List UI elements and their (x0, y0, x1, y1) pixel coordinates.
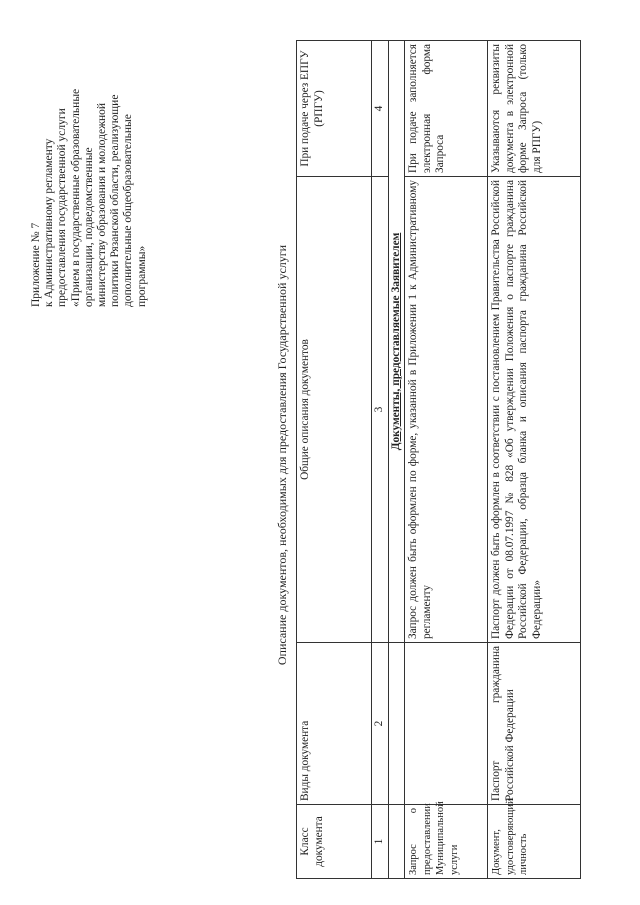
rotated-content (20, 25, 620, 885)
cell-epgu: Указываются реквизиты документа в электронной форме Запроса (только для РПГУ) (488, 41, 581, 177)
cell-kind: Паспорт гражданина Российской Федерации (488, 643, 581, 805)
appendix-header (30, 37, 149, 307)
page-title: Описание документов, необходимых для предоставления Государственной услуги (275, 244, 289, 666)
column-number: 4 (372, 41, 389, 177)
header-kind: Виды документа (297, 643, 372, 805)
cell-kind (405, 643, 488, 805)
appendix-line: политики Рязанской области, реализующие (109, 94, 122, 307)
appendix-line: программы» (135, 245, 148, 307)
appendix-line: предоставления государственной услуги (56, 108, 69, 307)
appendix-line: дополнительные общеобразовательные (122, 114, 135, 307)
appendix-line: Приложение № 7 (30, 222, 42, 307)
appendix-line: к Административному регламенту (43, 138, 56, 307)
header-description: Общие описания документов (297, 177, 372, 643)
header-epgu: При подаче через ЕПГУ (РПГУ) (297, 41, 372, 177)
documents-table (296, 40, 581, 879)
cell-epgu: При подаче заполняется электронная форма Запроса (405, 41, 488, 177)
header-class: Класс документа (297, 805, 372, 879)
table-row (488, 41, 581, 879)
section-row (388, 41, 405, 879)
column-number: 3 (372, 177, 389, 643)
table-header-row (297, 41, 372, 879)
appendix-line: организации, подведомственные (82, 147, 95, 307)
table-number-row (372, 41, 389, 879)
section-title: Документы, предоставляемые Заявителем (388, 41, 405, 643)
column-number: 2 (372, 643, 389, 805)
cell-description: Запрос должен быть оформлен по форме, указанной в Приложении 1 к Административному регламенту (405, 177, 488, 643)
table-row (405, 41, 488, 879)
appendix-line: министерству образования и молодежной (96, 102, 109, 307)
cell-class: Документ, удостоверяющий личность (488, 805, 581, 879)
cell-class: Запрос о предоставлении Муниципальной услуги (405, 805, 488, 879)
appendix-line: «Прием в государственные образовательные (69, 88, 82, 307)
column-number: 1 (372, 805, 389, 879)
cell-description: Паспорт должен быть оформлен в соответствии с постановлением Правительства Российской Федерации от 08.07.1997 № 828 «Об утверждении Положения о паспорте гражданина Российской Федерации, образца бланка и описания паспорта гражданина Российской Федерации» (488, 177, 581, 643)
